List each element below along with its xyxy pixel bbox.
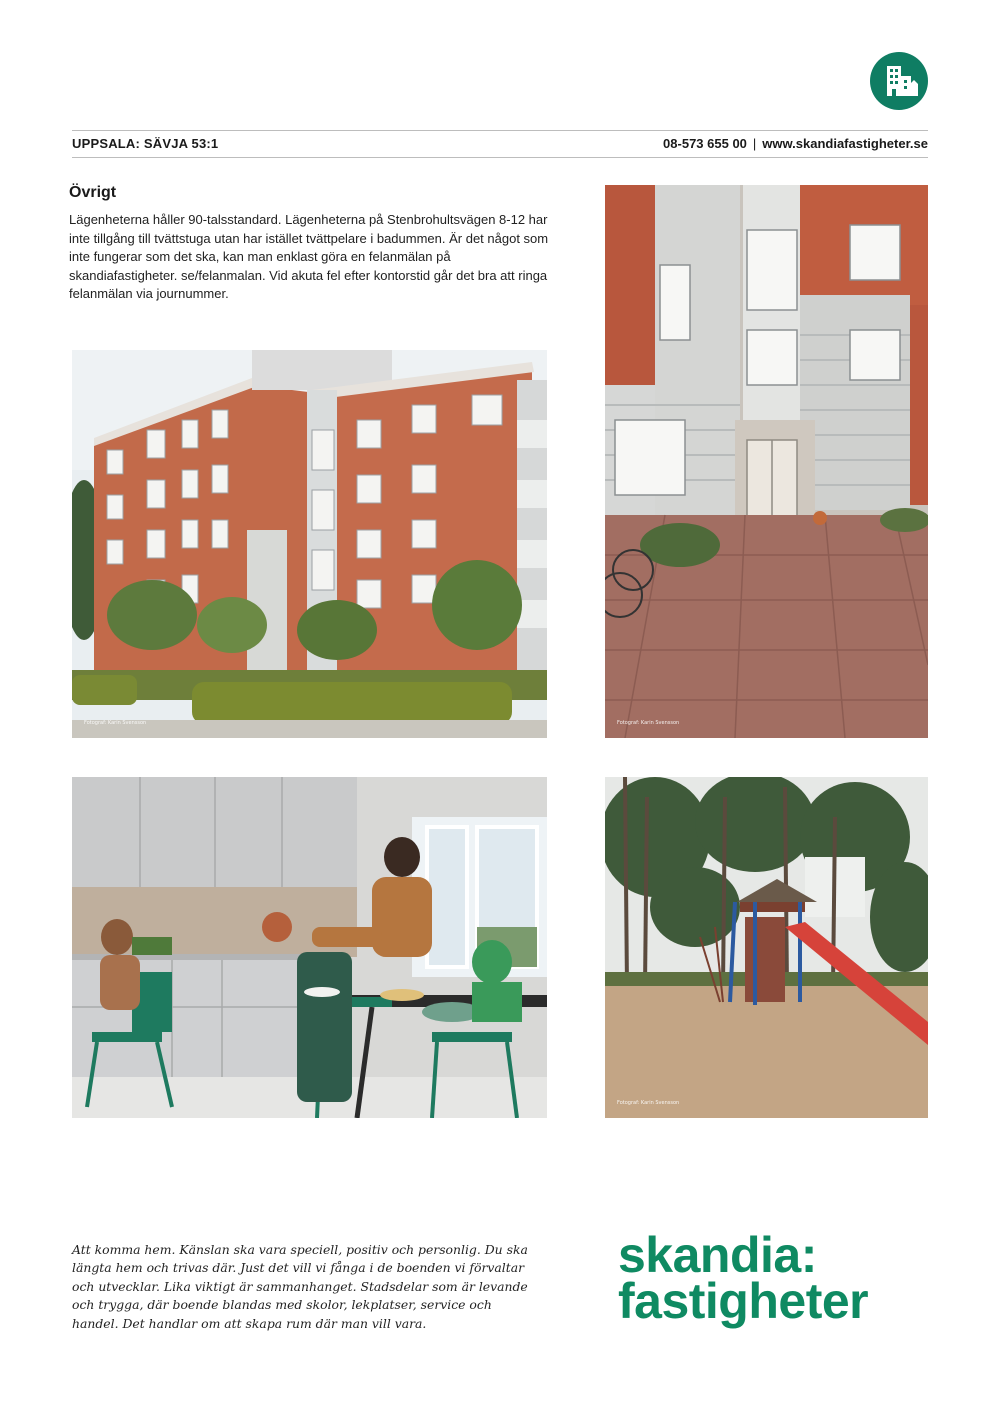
property-label: UPPSALA: SÄVJA 53:1: [72, 136, 219, 151]
contact-separator: |: [752, 136, 757, 151]
photo-credit: Fotograf: Karin Svensson: [617, 720, 680, 726]
entrance-photo: [605, 185, 928, 738]
tagline: Att komma hem. Känslan ska vara speciell, positiv och personlig. Du ska längta hem och trivas där. Just det vill vi fånga i de boenden vi förvaltar och utvecklar. Lika viktigt är sammanhanget. Stadsdelar som är levande och trygga, där boende blandas med skolor, lekplatser, service och handel. Det handlar om att skapa rum där man vill vara.: [72, 1242, 528, 1331]
building-icon: [870, 52, 928, 110]
section-title: Övrigt: [69, 184, 117, 201]
website-link[interactable]: www.skandiafastigheter.se: [762, 136, 928, 151]
kitchen-photo: [72, 777, 547, 1118]
photo-credit: Fotograf: Karin Svensson: [84, 720, 147, 726]
logo-line-1: skandia:: [618, 1227, 817, 1283]
skandia-fastigheter-logo: [618, 1227, 869, 1329]
header-divider-bottom: [72, 157, 928, 158]
playground-photo: [605, 777, 928, 1118]
section-body: Lägenheterna håller 90-talsstandard. Lägenheterna på Stenbrohultsvägen 8-12 har inte tillgång till tvättstuga utan har istället tvättpelare i badummen. Är det något som inte fungerar som det ska, kan man enklast göra en felanmälan på skandiafastigheter. se/felanmalan. Vid akuta fel efter kontorstid går det bra att ringa felanmälan via journummer.: [69, 212, 549, 302]
logo-line-2: fastigheter: [618, 1273, 869, 1329]
header-divider-top: [72, 130, 928, 131]
building-exterior-photo: [72, 350, 547, 738]
contact-info: [663, 136, 928, 151]
photo-credit: Fotograf: Karin Svensson: [617, 1100, 680, 1106]
phone-number[interactable]: 08-573 655 00: [663, 136, 747, 151]
building-badge: [870, 52, 928, 110]
